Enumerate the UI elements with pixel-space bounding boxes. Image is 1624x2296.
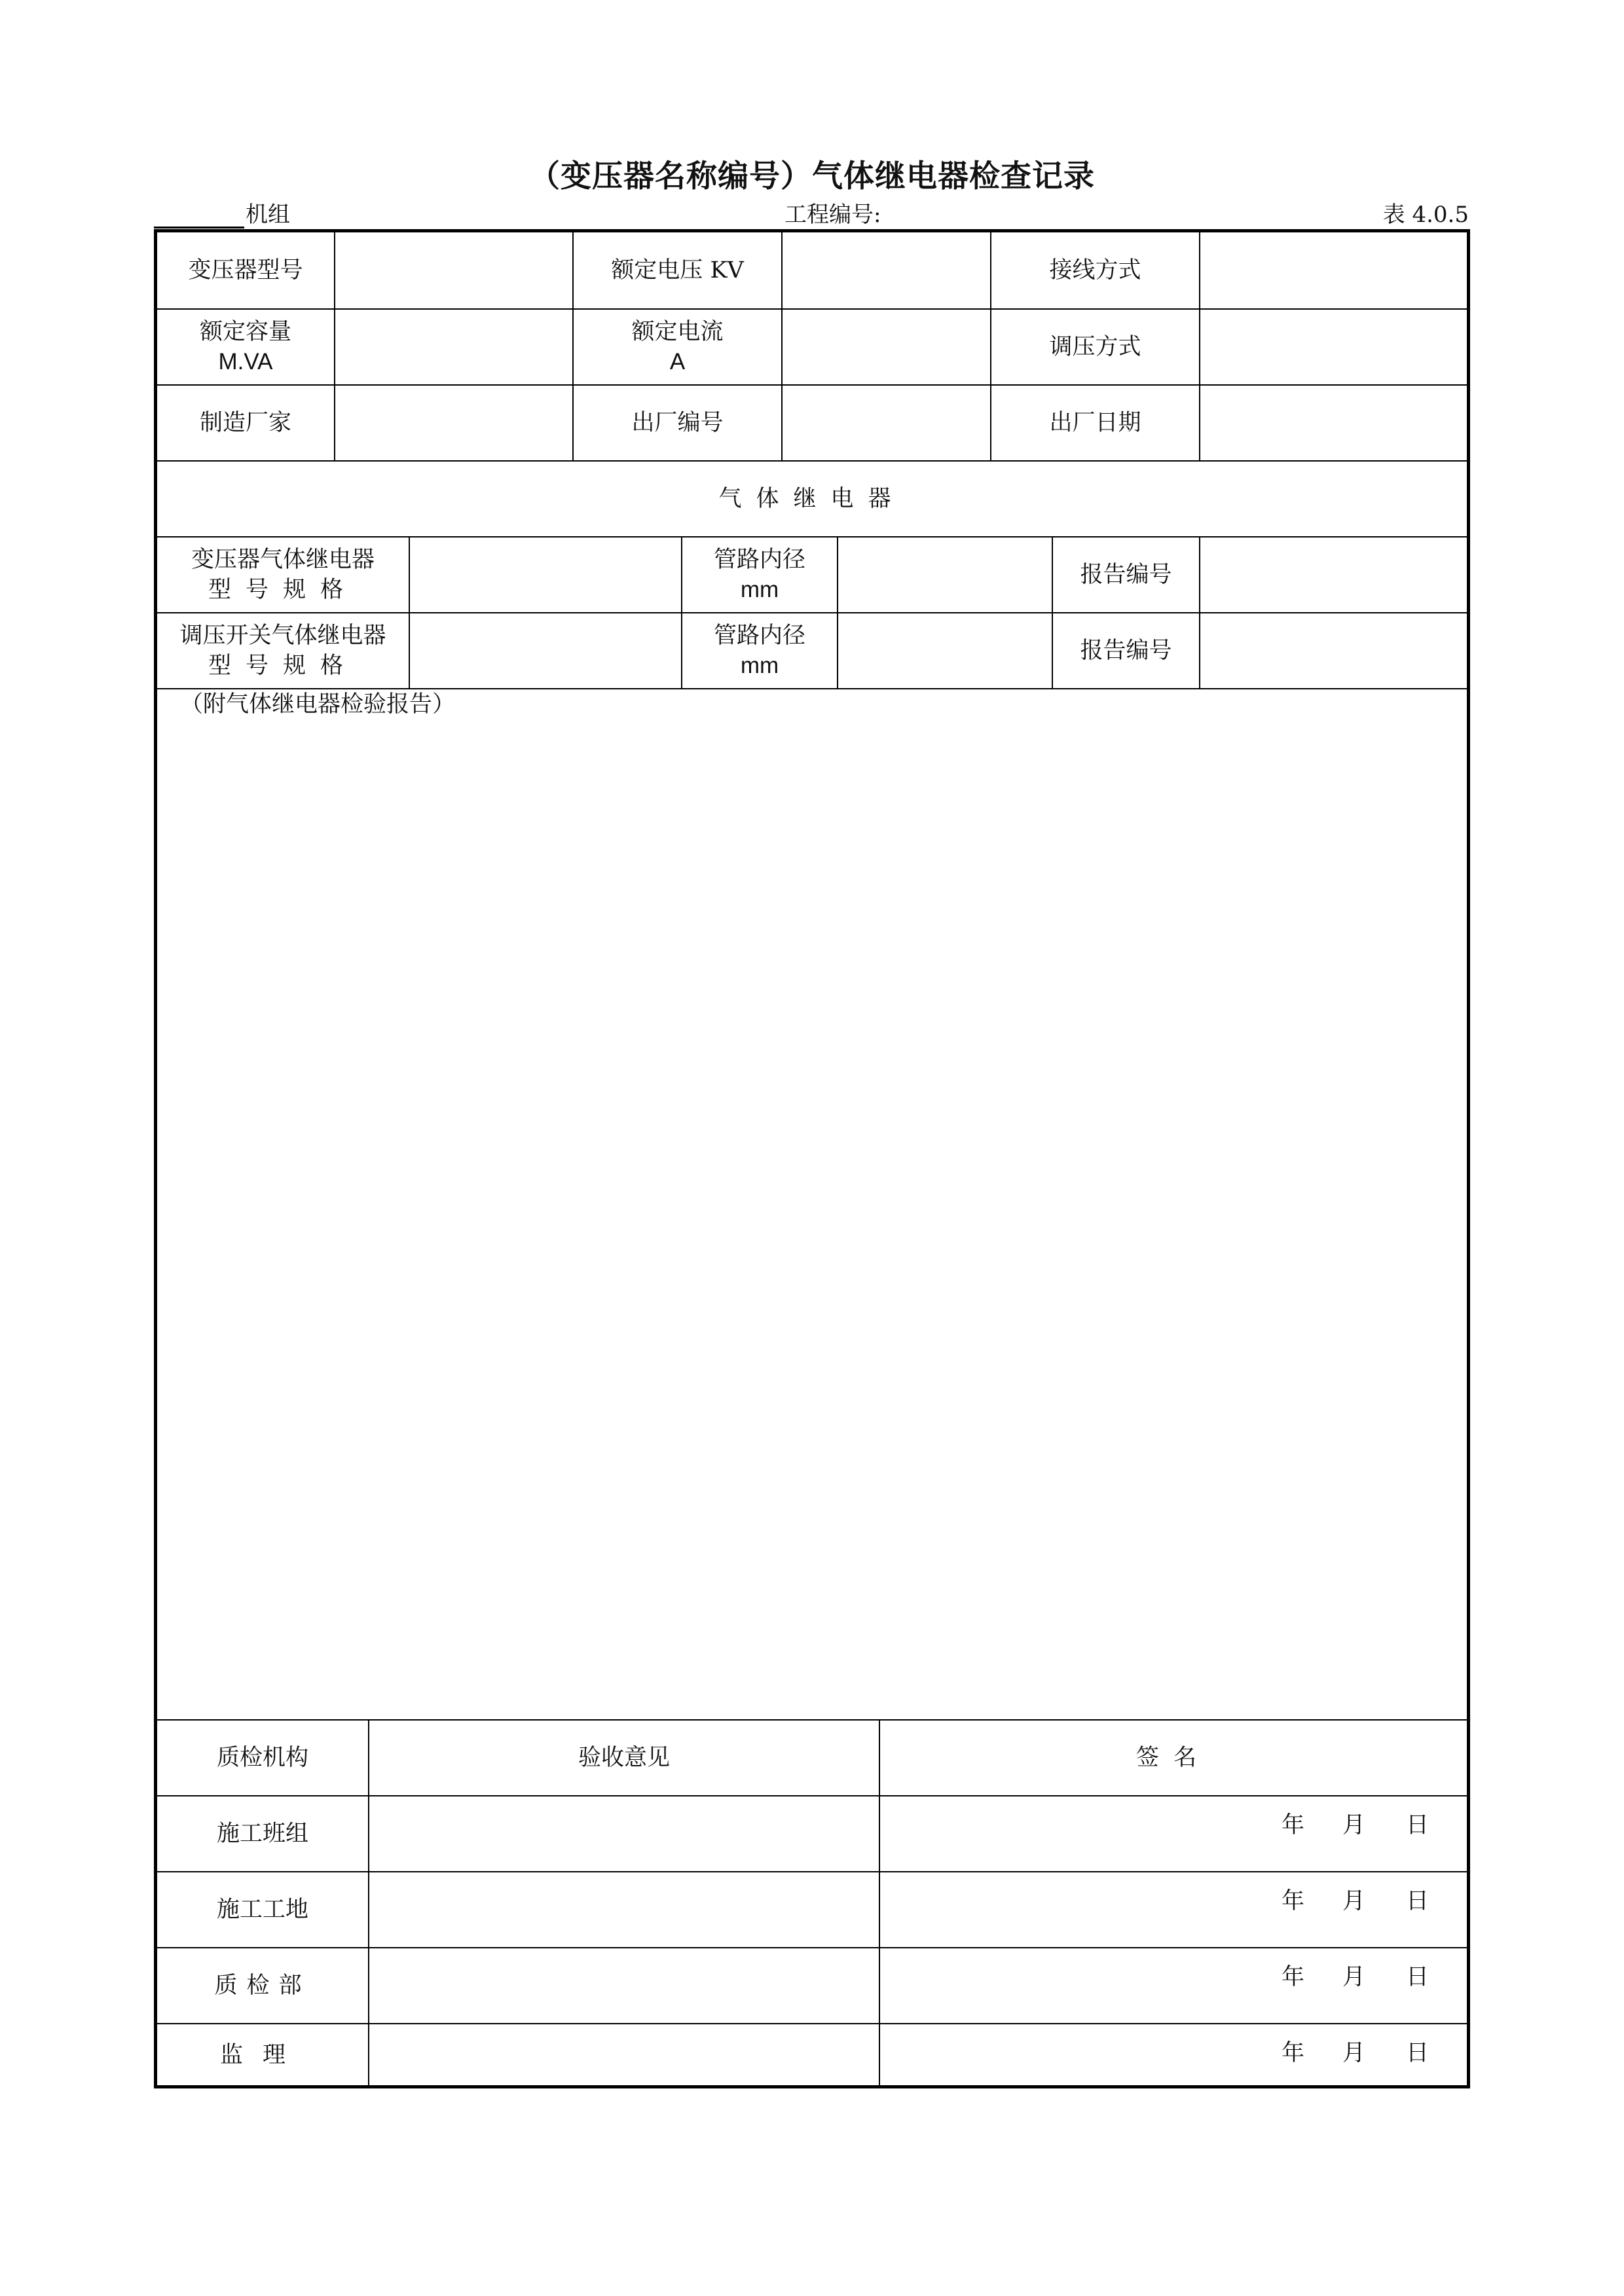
tap-relay-label — [157, 613, 409, 688]
date-year-2: 年 — [1282, 1888, 1305, 1914]
date-year-3: 年 — [1282, 1964, 1305, 1990]
transformer-model-label: 变压器型号 — [188, 257, 303, 283]
pipe-diameter-text-2: 管路内径 — [713, 623, 805, 649]
date-month-1: 月 — [1342, 1812, 1366, 1838]
date-month-4: 月 — [1342, 2040, 1366, 2066]
sign-col-signature: 签名 — [1135, 1745, 1211, 1771]
factory-date-label: 出厂日期 — [1049, 410, 1141, 436]
transformer-model-field[interactable] — [335, 232, 572, 308]
manufacturer-field[interactable] — [335, 386, 572, 460]
main-relay-model-field[interactable] — [410, 538, 681, 612]
sign-row-qc: 质检部 — [214, 1973, 311, 1999]
wiring-label: 接线方式 — [1049, 257, 1141, 283]
rated-capacity-text: 额定容量 — [199, 319, 291, 345]
main-relay-label-line1: 变压器气体继电器 — [191, 547, 375, 573]
manufacturer-label: 制造厂家 — [199, 410, 291, 436]
date-year-1: 年 — [1282, 1812, 1305, 1838]
wiring-field[interactable] — [1200, 232, 1467, 308]
sign-col-opinion: 验收意见 — [578, 1745, 670, 1771]
report-number-field-1[interactable] — [1200, 538, 1467, 612]
rated-current-label — [574, 310, 781, 384]
unit-field — [154, 196, 290, 228]
rated-current-text: 额定电流 — [631, 319, 724, 345]
date-day-2: 日 — [1406, 1888, 1430, 1914]
tap-relay-label-line1: 调压开关气体继电器 — [179, 623, 386, 649]
date-day-1: 日 — [1406, 1812, 1430, 1838]
rated-current-unit: A — [669, 349, 686, 374]
pipe-diameter-field-1[interactable] — [838, 538, 1052, 612]
date-year-4: 年 — [1282, 2040, 1305, 2066]
rated-voltage-label: 额定电压 KV — [611, 257, 744, 283]
sign-row-supervision: 监理 — [219, 2041, 305, 2068]
serial-number-label: 出厂编号 — [631, 410, 724, 436]
serial-number-field[interactable] — [783, 386, 990, 460]
page-title: （变压器名称编号）气体继电器检查记录 — [529, 158, 1095, 194]
pipe-diameter-unit-2: mm — [740, 653, 779, 678]
table-number: 表 4.0.5 — [1382, 202, 1469, 228]
main-relay-label — [157, 538, 409, 612]
main-relay-label-line2: 型号规格 — [208, 577, 358, 603]
gas-relay-heading: 气体继电器 — [718, 486, 906, 512]
unit-blank-line[interactable] — [154, 204, 244, 228]
date-month-2: 月 — [1342, 1888, 1366, 1914]
attachment-note: （附气体继电器检验报告） — [180, 691, 456, 718]
tap-relay-label-line2: 型号规格 — [208, 653, 358, 679]
pipe-diameter-unit-1: mm — [740, 577, 779, 602]
pipe-diameter-label-2 — [682, 613, 837, 688]
opinion-field-qc[interactable] — [369, 1948, 879, 2023]
report-number-field-2[interactable] — [1200, 613, 1467, 688]
opinion-field-site[interactable] — [369, 1872, 879, 1947]
rated-current-field[interactable] — [783, 310, 990, 384]
pipe-diameter-label-1 — [682, 538, 837, 612]
date-day-3: 日 — [1406, 1964, 1430, 1990]
sign-row-site: 施工工地 — [216, 1897, 308, 1923]
pipe-diameter-field-2[interactable] — [838, 613, 1052, 688]
regulation-field[interactable] — [1200, 310, 1467, 384]
regulation-label: 调压方式 — [1049, 334, 1141, 360]
project-number-label: 工程编号: — [784, 202, 881, 228]
tap-relay-model-field[interactable] — [410, 613, 681, 688]
rated-capacity-field[interactable] — [335, 310, 572, 384]
opinion-field-supervision[interactable] — [369, 2024, 879, 2085]
sign-col-org: 质检机构 — [216, 1745, 308, 1771]
unit-suffix: 机组 — [246, 202, 290, 228]
report-number-label-1: 报告编号 — [1080, 562, 1172, 588]
attachment-area[interactable] — [157, 720, 1467, 1715]
pipe-diameter-text-1: 管路内径 — [713, 547, 805, 573]
date-month-3: 月 — [1342, 1964, 1366, 1990]
date-day-4: 日 — [1406, 2040, 1430, 2066]
opinion-field-crew[interactable] — [369, 1796, 879, 1871]
rated-voltage-field[interactable] — [783, 232, 990, 308]
factory-date-field[interactable] — [1200, 386, 1467, 460]
rated-capacity-unit: M.VA — [218, 349, 273, 374]
rated-capacity-label — [157, 310, 334, 384]
report-number-label-2: 报告编号 — [1080, 638, 1172, 664]
sign-row-crew: 施工班组 — [216, 1821, 308, 1847]
